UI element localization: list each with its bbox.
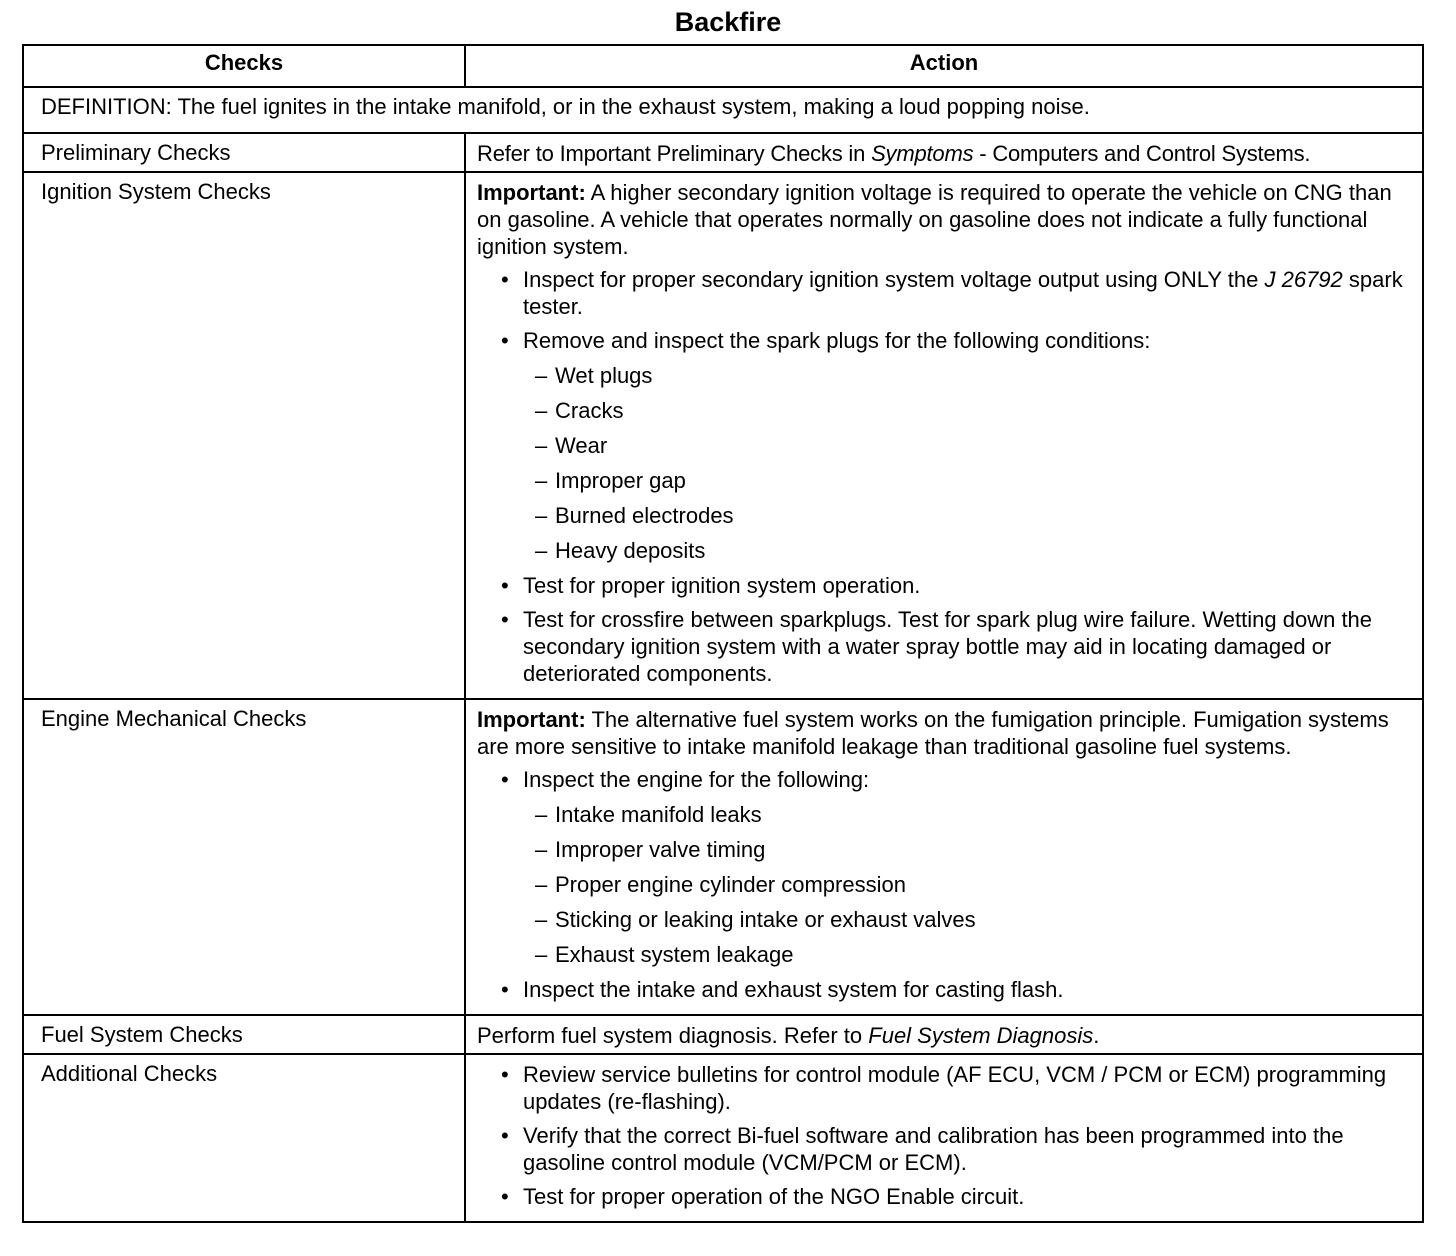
header-checks: Checks [23,45,465,87]
fuel-text-b: . [1093,1023,1100,1048]
list-item: • Inspect the intake and exhaust system for casting flash. [477,976,1416,1003]
table-row [23,699,1423,1015]
ignition-bullets [477,266,1416,687]
engine-item-list [477,801,1416,968]
list-item: – Exhaust system leakage [477,941,1416,968]
table-row [23,133,1423,172]
check-ignition: Ignition System Checks [23,172,465,699]
list-item [477,327,1416,564]
list-item: – Intake manifold leaks [477,801,1416,828]
list-item: • Test for proper ignition system operation. [477,572,1416,599]
tool-number: J 26792 [1264,267,1343,292]
table-row [23,1015,1423,1054]
backfire-table [22,44,1424,1223]
action-ignition [465,172,1423,699]
engine-bullets [477,766,1416,1003]
preliminary-text-b: - Computers and Control Systems. [973,141,1311,166]
list-item: • Review service bulletins for control module (AF ECU, VCM / PCM or ECM) programming updates (re-flashing). [477,1061,1416,1115]
list-item: – Cracks [477,397,1416,424]
check-additional: Additional Checks [23,1054,465,1222]
list-item: – Proper engine cylinder compression [477,871,1416,898]
page-title: Backfire [674,7,782,37]
list-item: – Heavy deposits [477,537,1416,564]
list-item: – Sticking or leaking intake or exhaust valves [477,906,1416,933]
action-additional [465,1054,1423,1222]
additional-bullets [477,1061,1416,1210]
action-engine [465,699,1423,1015]
preliminary-text-a: Refer to Important Preliminary Checks in [477,141,872,166]
list-item: • Test for proper operation of the NGO Enable circuit. [477,1183,1416,1210]
header-row [23,45,1423,87]
fuel-text-a: Perform fuel system diagnosis. Refer to [477,1023,869,1048]
important-label: Important: [477,707,586,732]
condition-list [477,362,1416,564]
list-item: – Wet plugs [477,362,1416,389]
header-action: Action [465,45,1423,87]
check-preliminary: Preliminary Checks [23,133,465,172]
ignition-important [477,179,1416,260]
table-row [23,172,1423,699]
bullet-text: Inspect for proper secondary ignition system voltage output using ONLY the [523,267,1265,292]
action-preliminary [465,133,1423,172]
fuel-text-italic: Fuel System Diagnosis [868,1023,1094,1048]
bullet-text: Remove and inspect the spark plugs for the following conditions: [523,328,1151,353]
important-label: Important: [477,180,586,205]
preliminary-text-italic: Symptoms [871,141,974,166]
engine-important-text: The alternative fuel system works on the fumigation principle. Fumigation systems are more sensitive to intake manifold leakage than traditional gasoline fuel systems. [477,707,1389,759]
definition-text: DEFINITION: The fuel ignites in the intake manifold, or in the exhaust system, making a loud popping noise. [23,87,1423,133]
engine-important [477,706,1416,760]
list-item: – Improper valve timing [477,836,1416,863]
list-item: – Burned electrodes [477,502,1416,529]
list-item: • Verify that the correct Bi-fuel software and calibration has been programmed into the gasoline control module (VCM/PCM or ECM). [477,1122,1416,1176]
table-row [23,1054,1423,1222]
bullet-text: spark tester. [523,267,1403,319]
list-item: • Test for crossfire between sparkplugs. Test for spark plug wire failure. Wetting down the secondary ignition system with a water spray bottle may aid in locating damaged or deteriorated components. [477,606,1416,687]
list-item: – Improper gap [477,467,1416,494]
check-fuel: Fuel System Checks [23,1015,465,1054]
ignition-important-text: A higher secondary ignition voltage is required to operate the vehicle on CNG than on gasoline. A vehicle that operates normally on gasoline does not indicate a fully functional ignition system. [477,180,1392,259]
check-engine: Engine Mechanical Checks [23,699,465,1015]
action-fuel [465,1015,1423,1054]
bullet-text: Inspect the engine for the following: [523,767,870,792]
definition-row [23,87,1423,133]
list-item [477,266,1416,320]
list-item: – Wear [477,432,1416,459]
list-item [477,766,1416,968]
